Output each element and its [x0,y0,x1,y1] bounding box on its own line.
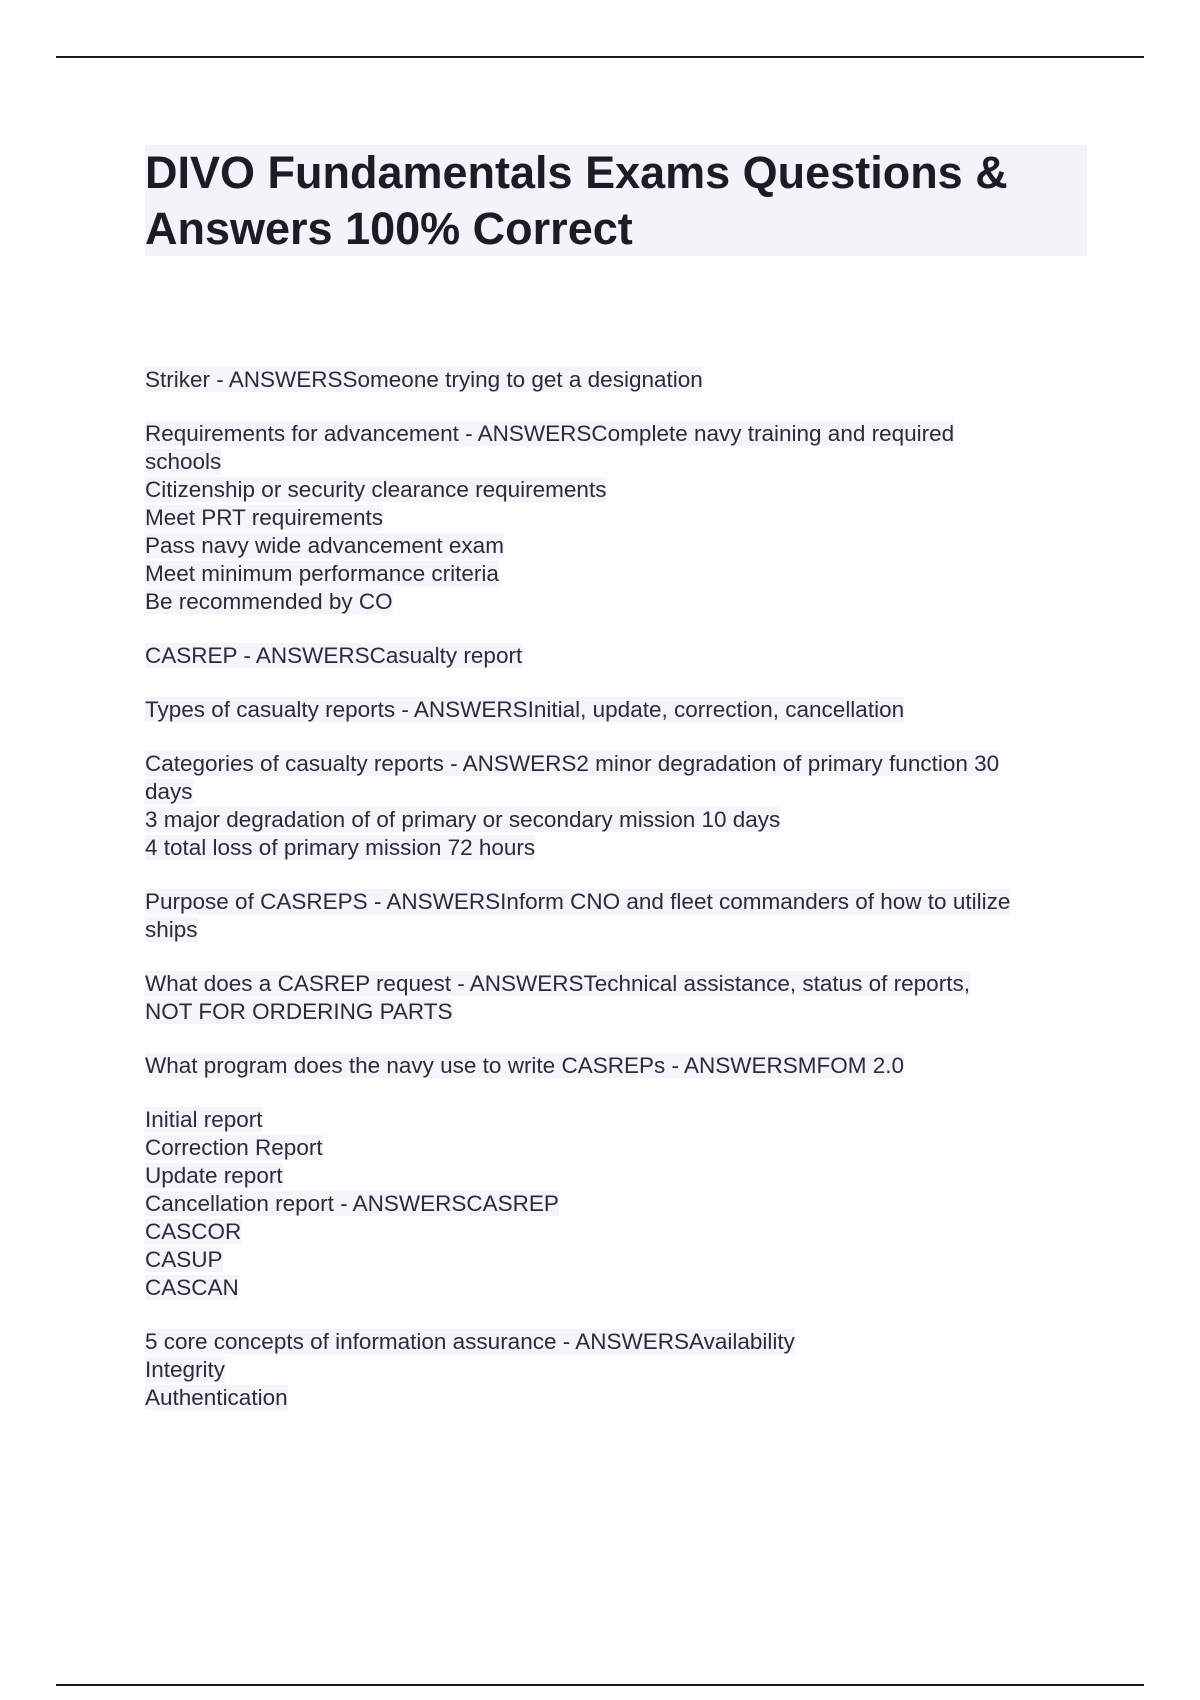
qa-line [145,1246,1105,1274]
bottom-divider [56,1684,1144,1686]
qa-line-text: Be recommended by CO [145,589,393,614]
page-title [145,145,1087,257]
qa-line [145,1052,1105,1080]
qa-line-text: CASREP - ANSWERSCasualty report [145,643,523,668]
qa-line-text: Purpose of CASREPS - ANSWERSInform CNO and fleet commanders of how to utilize [145,889,1011,914]
qa-line [145,1190,1105,1218]
qa-line [145,1356,1105,1384]
qa-line [145,696,1105,724]
qa-line-text: Correction Report [145,1135,323,1160]
qa-line [145,998,1105,1026]
qa-entry [145,1106,1105,1302]
qa-line-text: Initial report [145,1107,263,1132]
qa-line-text: days [145,779,193,804]
qa-line [145,1218,1105,1246]
qa-line-text: Update report [145,1163,283,1188]
qa-line [145,588,1105,616]
qa-line-text: Categories of casualty reports - ANSWERS2 minor degradation of primary function 30 [145,751,1000,776]
qa-line-text: NOT FOR ORDERING PARTS [145,999,453,1024]
qa-line [145,834,1105,862]
qa-line-text: Pass navy wide advancement exam [145,533,504,558]
qa-entry [145,888,1105,944]
qa-line-text: Integrity [145,1357,226,1382]
qa-line [145,532,1105,560]
qa-entry [145,1052,1105,1080]
qa-line [145,1384,1105,1412]
qa-line [145,476,1105,504]
qa-line [145,806,1105,834]
qa-line [145,750,1105,778]
qa-line-text: CASCOR [145,1219,242,1244]
qa-line [145,642,1105,670]
qa-line [145,420,1105,448]
qa-entry [145,366,1105,394]
top-divider [56,56,1144,58]
qa-line-text: CASCAN [145,1275,239,1300]
qa-line-text: What program does the navy use to write CASREPs - ANSWERSMFOM 2.0 [145,1053,905,1078]
qa-line-text: What does a CASREP request - ANSWERSTechnical assistance, status of reports, [145,971,970,996]
qa-line [145,1134,1105,1162]
qa-line [145,1328,1105,1356]
qa-entry [145,750,1105,862]
qa-entry [145,1328,1105,1412]
qa-line [145,970,1105,998]
qa-line [145,1274,1105,1302]
qa-line-text: CASUP [145,1247,223,1272]
qa-line [145,504,1105,532]
qa-line [145,888,1105,916]
qa-line-text: Meet PRT requirements [145,505,384,530]
qa-line-text: Types of casualty reports - ANSWERSInitial, update, correction, cancellation [145,697,905,722]
page-title-line: Answers 100% Correct [145,203,633,254]
qa-line-text: 3 major degradation of of primary or secondary mission 10 days [145,807,781,832]
qa-line-text: Striker - ANSWERSSomeone trying to get a designation [145,367,703,392]
page-title-line: DIVO Fundamentals Exams Questions & [145,147,1008,198]
qa-line-text: Cancellation report - ANSWERSCASREP [145,1191,559,1216]
qa-line-text: Authentication [145,1385,288,1410]
qa-line [145,778,1105,806]
qa-line [145,1106,1105,1134]
qa-line [145,560,1105,588]
qa-line [145,366,1105,394]
qa-content [145,366,1105,1438]
qa-entry [145,420,1105,616]
qa-line-text: 5 core concepts of information assurance - ANSWERSAvailability [145,1329,795,1354]
qa-line-text: Requirements for advancement - ANSWERSComplete navy training and required [145,421,955,446]
qa-line-text: Citizenship or security clearance requirements [145,477,607,502]
qa-entry [145,696,1105,724]
qa-line [145,1162,1105,1190]
qa-entry [145,642,1105,670]
qa-line-text: schools [145,449,222,474]
qa-line [145,916,1105,944]
qa-line-text: 4 total loss of primary mission 72 hours [145,835,536,860]
qa-line-text: ships [145,917,198,942]
qa-entry [145,970,1105,1026]
qa-line-text: Meet minimum performance criteria [145,561,499,586]
qa-line [145,448,1105,476]
